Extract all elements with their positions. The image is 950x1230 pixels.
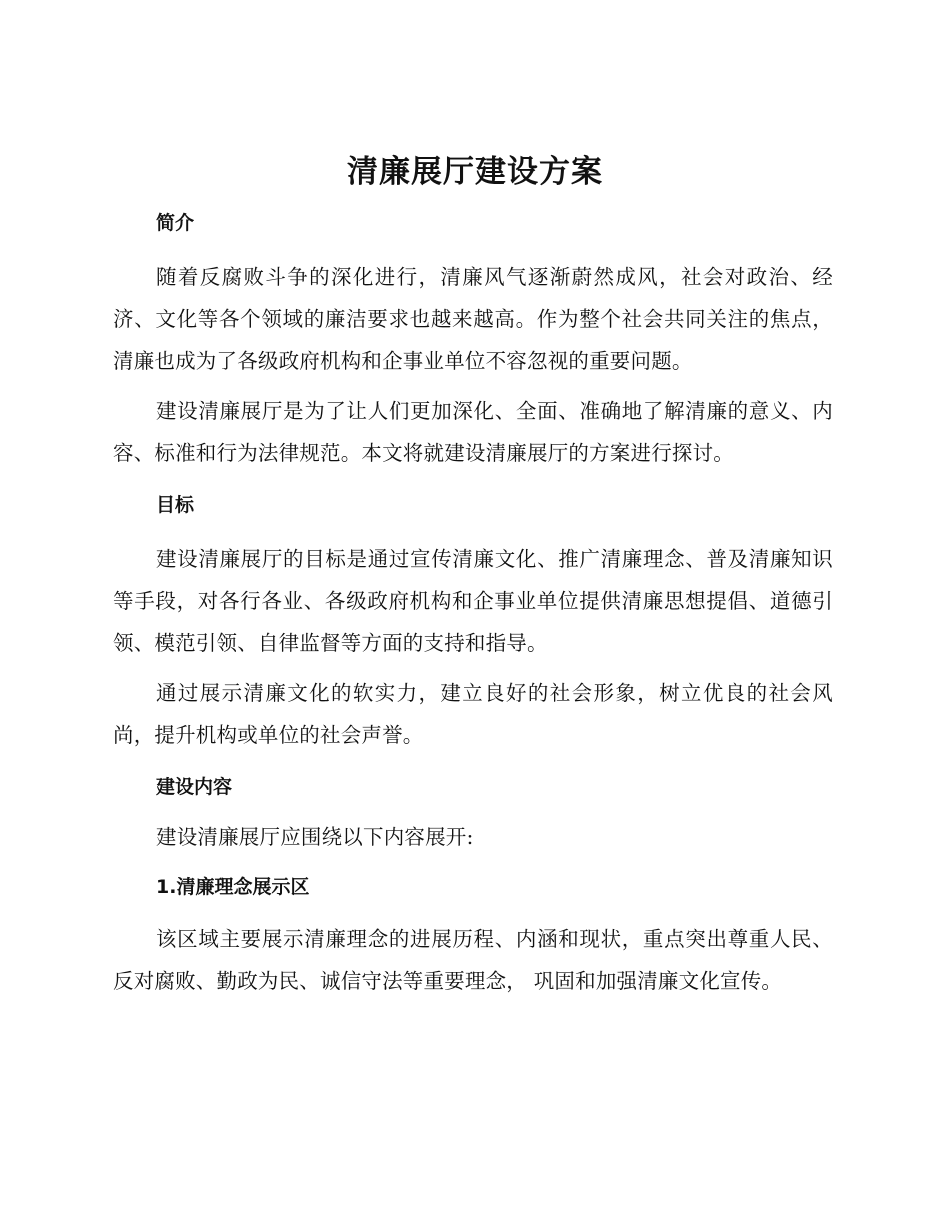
document-body (113, 196, 833, 1002)
subsection-heading-1: 1.清廉理念展示区 (156, 876, 310, 898)
section-heading-intro: 简介 (156, 212, 195, 234)
goal-paragraph-1: 建设清廉展厅的目标是通过宣传清廉文化、推广清廉理念、普及清廉知识等手段，对各行各业、各级政府机构和企事业单位提供清廉思想提倡、道德引领、模范引领、自律监督等方面的支持和指导。 (113, 547, 833, 655)
subsection-paragraph-1: 该区域主要展示清廉理念的进展历程、内涵和现状，重点突出尊重人民、反对腐败、勤政为民、诚信守法等重要理念， 巩固和加强清廉文化宣传。 (113, 927, 833, 993)
intro-paragraph-2: 建设清廉展厅是为了让人们更加深化、全面、准确地了解清廉的意义、内容、标准和行为法律规范。本文将就建设清廉展厅的方案进行探讨。 (113, 399, 833, 465)
goal-paragraph-2: 通过展示清廉文化的软实力，建立良好的社会形象，树立优良的社会风尚，提升机构或单位的社会声誉。 (113, 681, 833, 747)
document-title: 清廉展厅建设方案 (347, 154, 603, 190)
intro-paragraph-1: 随着反腐败斗争的深化进行，清廉风气逐渐蔚然成风，社会对政治、经济、文化等各个领域的廉洁要求也越来越高。作为整个社会共同关注的焦点，清廉也成为了各级政府机构和企事业单位不容忽视的重要问题。 (113, 265, 833, 373)
section-heading-goal: 目标 (156, 494, 195, 516)
content-intro-paragraph: 建设清廉展厅应围绕以下内容展开: (156, 825, 474, 849)
section-heading-content: 建设内容 (156, 776, 233, 798)
